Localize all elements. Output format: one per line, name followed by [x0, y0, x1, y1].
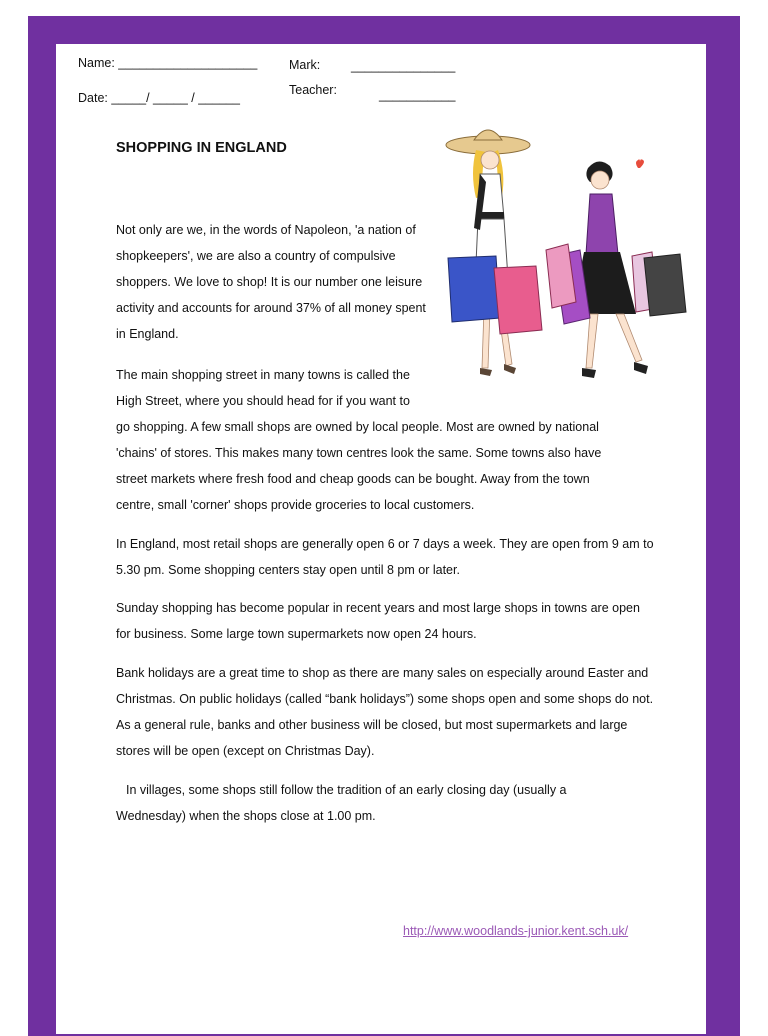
- teacher-label: Teacher:: [289, 83, 337, 97]
- mark-field[interactable]: _______________: [351, 59, 456, 73]
- date-field[interactable]: Date: _____/ _____ / ______: [78, 91, 240, 105]
- paragraph-sunday-shopping: Sunday shopping has become popular in recent years and most large shops in towns are open for business. Some large town supermarkets now open 24 hours.: [116, 601, 640, 641]
- paragraph-villages: In villages, some shops still follow the tradition of an early closing day (usually a Wednesday) when the shops close at 1.00 pm.: [116, 783, 567, 823]
- name-field[interactable]: Name: ____________________: [78, 56, 258, 70]
- text-line: High Street, where you should head for if you want to: [116, 394, 410, 408]
- text-line: street markets where fresh food and cheap goods can be bought. Away from the town: [116, 472, 590, 486]
- mark-label: Mark:: [289, 58, 321, 72]
- paragraph-intro: Not only are we, in the words of Napoleon, 'a nation of shopkeepers', we are also a country of compulsive shoppers. We love to shop! It is our number one leisure activity and accounts for around 37% of all money spent in England.: [116, 223, 426, 341]
- teacher-field[interactable]: ___________: [379, 88, 456, 102]
- text-line: The main shopping street in many towns is called the: [116, 368, 410, 382]
- text-line: go shopping. A few small shops are owned by local people. Most are owned by national: [116, 420, 599, 434]
- paragraph-high-street: [116, 362, 676, 518]
- page-title: SHOPPING IN ENGLAND: [116, 140, 287, 156]
- source-link[interactable]: http://www.woodlands-junior.kent.sch.uk/: [403, 924, 629, 938]
- text-line: 'chains' of stores. This makes many town centres look the same. Some towns also have: [116, 446, 602, 460]
- paragraph-opening-hours: In England, most retail shops are generally open 6 or 7 days a week. They are open from 9 am to 5.30 pm. Some shopping centers stay open until 8 pm or later.: [116, 537, 654, 577]
- text-line: centre, small 'corner' shops provide groceries to local customers.: [116, 498, 475, 512]
- shopping-women-illustration: [440, 118, 690, 398]
- paragraph-bank-holidays: Bank holidays are a great time to shop as there are many sales on especially around Easter and Christmas. On public holidays (called “bank holidays”) some shops open and some shops do not. As a general rule, banks and other business will be closed, but most supermarkets and large stores will be open (except on Christmas Day).: [116, 666, 654, 758]
